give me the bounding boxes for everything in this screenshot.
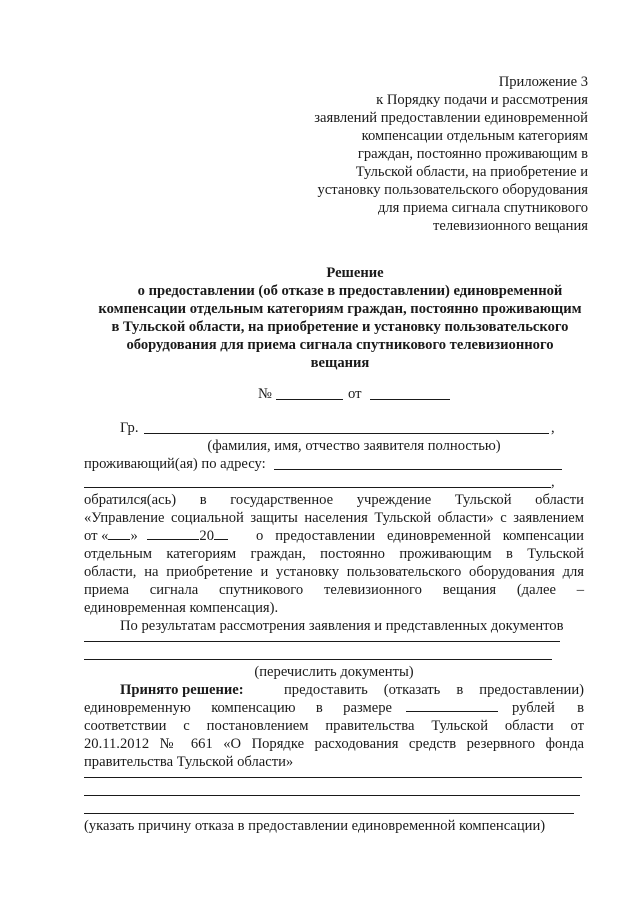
resolution-label: Принято решение: (120, 682, 244, 698)
citizen-label: Гр. (120, 420, 139, 436)
date-from-label: от « (84, 528, 109, 544)
body-line-2: «Управление социальной защиты населения Тульской области» с заявлением (84, 510, 584, 526)
body-word: государственное (230, 492, 334, 508)
decision-number-blank (276, 399, 343, 400)
body-word: области (535, 492, 584, 508)
body-line-1 (84, 491, 584, 509)
body-line-7: единовременная компенсация). (84, 600, 279, 616)
resolution-line-1 (120, 681, 584, 699)
appendix-line: установку пользовательского оборудования (317, 182, 588, 198)
decision-subtitle-line: компенсации отдельным категориям граждан, постоянно проживающим (98, 301, 582, 317)
body-line-3-rest: о предоставлении единовременной компенсации (256, 528, 584, 544)
name-hint: (фамилия, имя, отчество заявителя полностью) (207, 438, 501, 454)
decision-subtitle-line: оборудования для приема сигнала спутникового телевизионного (126, 337, 554, 353)
decision-subtitle-line: в Тульской области, на приобретение и установку пользовательского (111, 319, 569, 335)
date-quote: » (130, 528, 138, 544)
appendix-line: компенсации отдельным категориям (361, 128, 588, 144)
compensation-text: единовременную компенсацию в размере (84, 700, 392, 716)
appendix-line: к Порядку подачи и рассмотрения (376, 92, 588, 108)
reason-blank-1 (84, 777, 582, 778)
resolution-line-3: соответствии с постановлением правительства Тульской области от (84, 718, 584, 734)
body-word: обратился(ась) (84, 492, 177, 508)
decision-date-blank (370, 399, 450, 400)
address-blank (274, 469, 562, 470)
address-comma: , (551, 474, 555, 490)
body-word: учреждение (356, 492, 432, 508)
rubles-text: рублей в (512, 700, 584, 716)
reason-blank-3 (84, 813, 574, 814)
decision-subtitle-line: вещания (310, 355, 370, 371)
body-line-4: отдельным категориям граждан, постоянно проживающим в Тульской (84, 546, 584, 562)
body-line-6: приема сигнала спутникового телевизионного вещания (далее – (84, 582, 584, 598)
resolution-line-2 (84, 699, 584, 717)
appendix-line: для приема сигнала спутникового (377, 200, 588, 216)
appendix-line: телевизионного вещания (432, 218, 588, 234)
resolution-line-5: правительства Тульской области» (84, 754, 294, 770)
documents-hint: (перечислить документы) (254, 664, 414, 680)
year-blank (214, 527, 228, 540)
body-word: в (199, 492, 207, 508)
address-label: проживающий(ая) по адресу: (84, 456, 266, 472)
appendix-line: граждан, постоянно проживающим в (357, 146, 588, 162)
documents-blank-1 (84, 641, 560, 642)
body-line-5: области, на приобретение и установку пользовательского оборудования для (84, 564, 584, 580)
body-line-3 (84, 527, 584, 545)
citizen-name-blank (144, 433, 549, 434)
documents-intro: По результатам рассмотрения заявления и представленных документов (120, 618, 564, 634)
decision-date-label: от (348, 386, 362, 402)
month-blank (147, 527, 199, 540)
appendix-title: Приложение 3 (498, 74, 588, 90)
day-blank (108, 527, 130, 540)
body-word: Тульской (454, 492, 512, 508)
decision-subtitle-line: о предоставлении (об отказе в предоставлении) единовременной (137, 283, 563, 299)
appendix-line: Тульской области, на приобретение и (355, 164, 588, 180)
resolution-line-1-rest: предоставить (отказать в предоставлении) (284, 682, 584, 698)
documents-blank-2 (84, 659, 552, 660)
year-prefix: 20 (199, 528, 214, 544)
decision-number-label: № (258, 386, 272, 402)
reason-hint: (указать причину отказа в предоставлении единовременной компенсации) (84, 818, 546, 834)
date-block (84, 527, 228, 545)
appendix-line: заявлений предоставлении единовременной (314, 110, 588, 126)
amount-blank (406, 699, 498, 712)
reason-blank-2 (84, 795, 580, 796)
citizen-comma: , (551, 420, 555, 436)
decision-title: Решение (326, 265, 384, 281)
resolution-line-4: 20.11.2012 № 661 «О Порядке расходования средств резервного фонда (84, 736, 584, 752)
address-blank-2 (84, 487, 551, 488)
